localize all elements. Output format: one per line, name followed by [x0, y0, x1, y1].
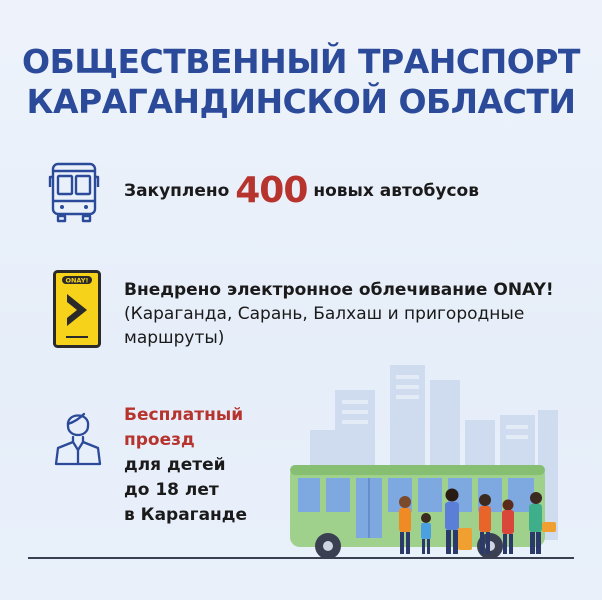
- onay-cities: (Караганда, Сарань, Балхаш и пригородные маршруты): [124, 304, 525, 348]
- onay-card-label: ONAY!: [65, 276, 89, 285]
- onay-card-icon: [53, 270, 101, 348]
- free-ride-line-1: Бесплатный: [124, 405, 244, 425]
- free-ride-line-3: для детей: [124, 455, 226, 475]
- ground-line: [28, 557, 574, 559]
- bus-purchase-text: [124, 170, 479, 211]
- bus-prefix: Закуплено: [124, 181, 236, 201]
- free-ride-line-2: проезд: [124, 430, 195, 450]
- page-title: [0, 42, 602, 122]
- free-ride-line-4: до 18 лет: [124, 480, 219, 500]
- bus-icon: [48, 161, 100, 223]
- bus-suffix: новых автобусов: [307, 181, 479, 201]
- free-ride-line-5: в Караганде: [124, 505, 248, 525]
- title-line-2: КАРАГАНДИНСКОЙ ОБЛАСТИ: [26, 82, 576, 121]
- free-ride-text: [124, 403, 247, 528]
- onay-text: [124, 278, 594, 350]
- bus-stop-illustration: [280, 350, 580, 560]
- person-icon: [54, 404, 102, 466]
- title-line-1: ОБЩЕСТВЕННЫЙ ТРАНСПОРТ: [22, 42, 580, 81]
- onay-headline: Внедрено электронное облечивание ONAY!: [124, 280, 554, 300]
- bus-count: 400: [235, 170, 308, 211]
